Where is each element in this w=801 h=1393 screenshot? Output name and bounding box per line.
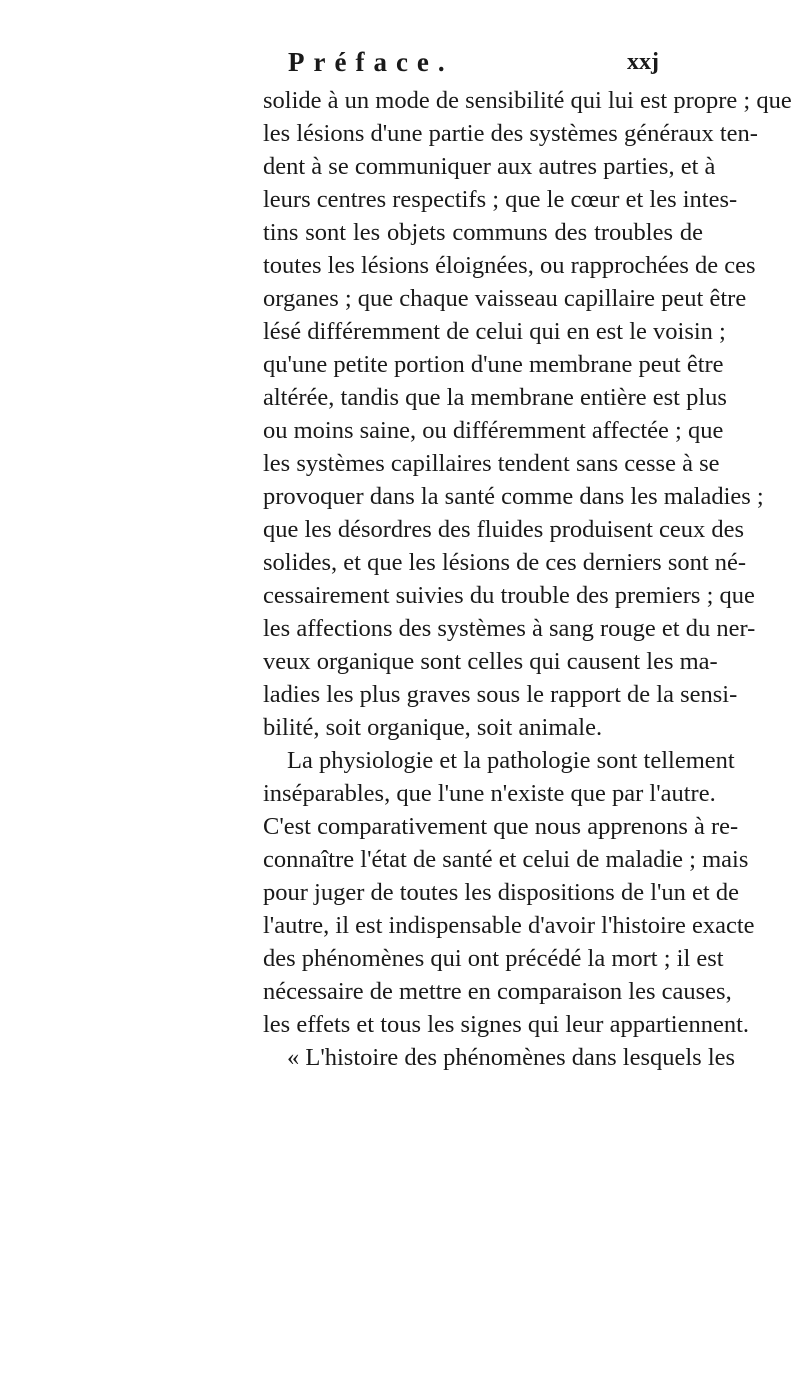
text-line: provoquer dans la santé comme dans les maladies ;: [263, 483, 764, 510]
paragraph-first-line: La physiologie et la pathologie sont tellement: [287, 747, 735, 774]
text-line: organes ; que chaque vaisseau capillaire peut être: [263, 285, 747, 312]
text-line: pour juger de toutes les dispositions de l'un et de: [263, 879, 739, 906]
text-line: tins sont les objets communs des troubles de: [263, 219, 703, 246]
text-line: C'est comparativement que nous apprenons à re-: [263, 813, 739, 840]
text-line: toutes les lésions éloignées, ou rapprochées de ces: [263, 252, 756, 279]
quotation-first-line: « L'histoire des phénomènes dans lesquels les: [287, 1044, 736, 1071]
page-number: xxj: [627, 49, 659, 75]
text-line: l'autre, il est indispensable d'avoir l'histoire exacte: [263, 912, 755, 939]
paragraph-last-line: bilité, soit organique, soit animale.: [263, 714, 603, 741]
text-line: que les désordres des fluides produisent ceux des: [263, 516, 745, 543]
text-line: connaître l'état de santé et celui de maladie ; mais: [263, 846, 749, 873]
text-line: dent à se communiquer aux autres parties, et à: [263, 153, 716, 180]
text-line: lésé différemment de celui qui en est le voisin ;: [263, 318, 726, 345]
text-line: les lésions d'une partie des systèmes généraux ten-: [263, 120, 758, 147]
text-line: altérée, tandis que la membrane entière est plus: [263, 384, 727, 411]
running-head: [0, 42, 801, 82]
text-line: qu'une petite portion d'une membrane peut être: [263, 351, 724, 378]
text-line: cessairement suivies du trouble des premiers ; que: [263, 582, 755, 609]
text-line: veux organique sont celles qui causent les ma-: [263, 648, 718, 675]
text-line: nécessaire de mettre en comparaison les causes,: [263, 978, 732, 1005]
text-line: leurs centres respectifs ; que le cœur et les intes-: [263, 186, 738, 213]
text-line: des phénomènes qui ont précédé la mort ; il est: [263, 945, 724, 972]
text-line: inséparables, que l'une n'existe que par l'autre.: [263, 780, 716, 807]
text-line: solides, et que les lésions de ces derniers sont né-: [263, 549, 747, 576]
text-line: ou moins saine, ou différemment affectée ; que: [263, 417, 724, 444]
text-line: ladies les plus graves sous le rapport de la sensi-: [263, 681, 738, 708]
text-line: les affections des systèmes à sang rouge et du ner-: [263, 615, 756, 642]
text-line: solide à un mode de sensibilité qui lui est propre ; que: [263, 87, 792, 114]
running-head-title: Préface.: [288, 47, 454, 77]
text-line: les systèmes capillaires tendent sans cesse à se: [263, 450, 720, 477]
text-line: les effets et tous les signes qui leur appartiennent.: [263, 1011, 750, 1038]
